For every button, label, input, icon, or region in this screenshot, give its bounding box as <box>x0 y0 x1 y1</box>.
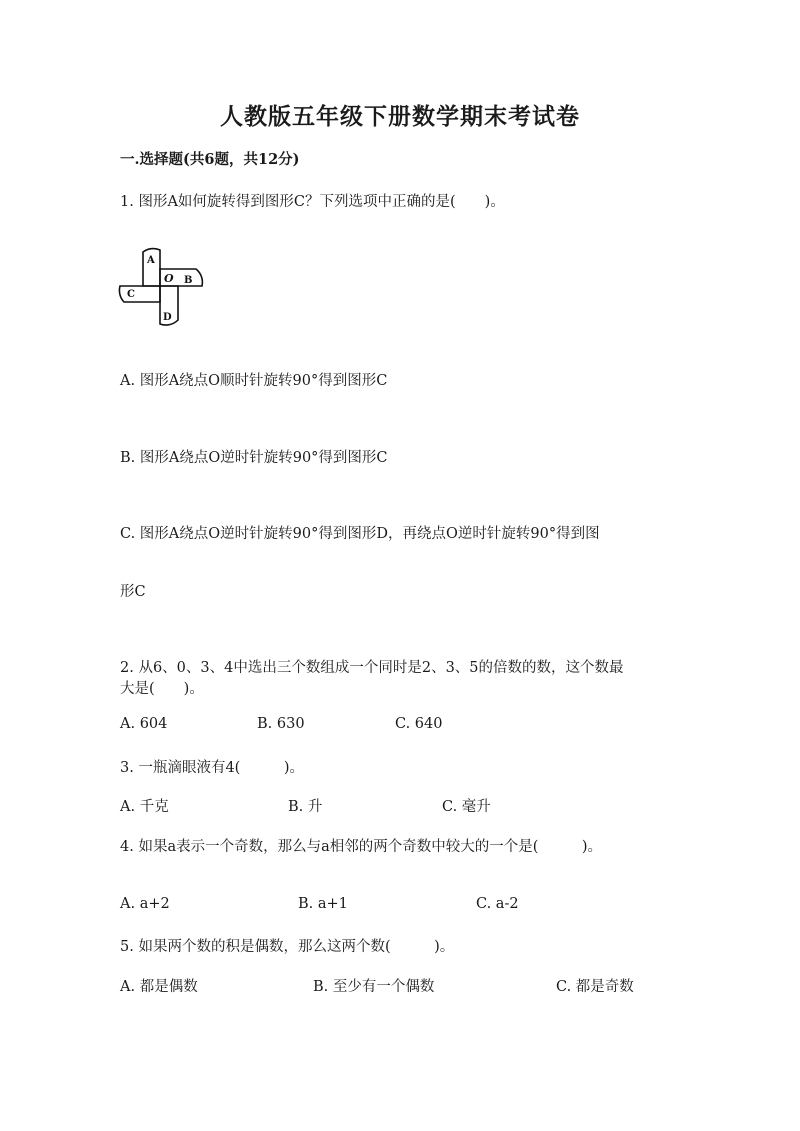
q4-option-c: C. a-2 <box>476 896 519 912</box>
label-d: D <box>163 312 172 323</box>
question-2-text-line2: 大是( )。 <box>120 681 204 697</box>
label-a: A <box>147 255 155 266</box>
q1-option-c: C. 图形A绕点O逆时针旋转90°得到图形D，再绕点O逆时针旋转90°得到图 <box>120 526 600 542</box>
q3-option-c: C. 毫升 <box>442 799 491 815</box>
petal-c-shape <box>119 286 160 302</box>
q2-option-c: C. 640 <box>395 716 443 732</box>
question-1-text: 1. 图形A如何旋转得到图形C？下列选项中正确的是( )。 <box>120 194 505 210</box>
q5-option-c: C. 都是奇数 <box>556 979 634 995</box>
label-b: B <box>184 275 193 286</box>
q4-option-b: B. a+1 <box>298 896 348 912</box>
question-2-text-line1: 2. 从6、0、3、4中选出三个数组成一个同时是2、3、5的倍数的数，这个数最 <box>120 660 624 676</box>
question-3-text: 3. 一瓶滴眼液有4( )。 <box>120 760 304 776</box>
q4-option-a: A. a+2 <box>120 896 170 912</box>
label-c: C <box>127 289 135 300</box>
q1-option-c-continued: 形C <box>120 584 146 600</box>
label-o: O <box>164 272 174 285</box>
q1-option-a: A. 图形A绕点O顺时针旋转90°得到图形C <box>120 373 388 389</box>
q5-option-a: A. 都是偶数 <box>120 979 198 995</box>
question-4-text: 4. 如果a表示一个奇数，那么与a相邻的两个奇数中较大的一个是( )。 <box>120 839 603 855</box>
section-heading: 一.选择题(共6题，共12分) <box>120 151 300 168</box>
q1-option-b: B. 图形A绕点O逆时针旋转90°得到图形C <box>120 450 388 466</box>
question-5-text: 5. 如果两个数的积是偶数，那么这两个数( )。 <box>120 939 455 955</box>
page-title: 人教版五年级下册数学期末考试卷 <box>220 103 580 130</box>
q3-option-a: A. 千克 <box>120 799 169 815</box>
q5-option-b: B. 至少有一个偶数 <box>313 979 435 995</box>
q2-option-a: A. 604 <box>120 716 168 732</box>
q3-option-b: B. 升 <box>288 799 323 815</box>
rotation-figure <box>118 244 214 330</box>
q2-option-b: B. 630 <box>257 716 305 732</box>
